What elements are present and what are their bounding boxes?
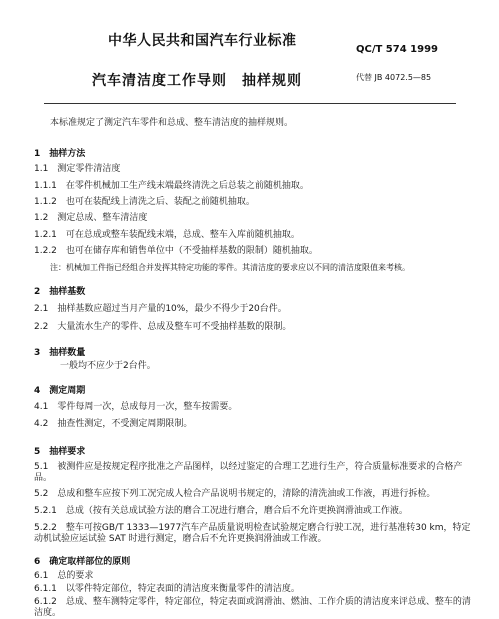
clause-1-2-1: 1.2.1 可在总成或整车装配线末端，总成、整车入库前随机抽取。 xyxy=(34,230,300,240)
clause-6-1-2: 6.1.2 总成、整车测特定零件，特定部位，特定表面或润滑油、燃油、工作介质的清洁度来评总成、整车的清洁度。 xyxy=(34,597,471,618)
intro-paragraph: 本标准规定了测定汽车零件和总成、整车清洁度的抽样规则。 xyxy=(50,118,294,128)
standard-number: QC/T 574 1999 xyxy=(356,44,438,55)
clause-1-2-2: 1.2.2 也可在储存库和销售单位中（不受抽样基数的限制）随机抽取。 xyxy=(34,246,318,256)
clause-1-1: 1.1 测定零件清洁度 xyxy=(34,164,121,174)
document-title: 汽车清洁度工作导则 抽样规则 xyxy=(92,73,302,89)
clause-1-1-1: 1.1.1 在零件机械加工生产线末端最终清洗之后总装之前随机抽取。 xyxy=(34,181,309,191)
clause-5-1: 5.1 被测件应是按规定程序批准之产品图样，以经过鉴定的合理工艺进行生产，符合质量标准要求的合格产品。 xyxy=(34,462,463,483)
section-4-heading: 4 测定周期 xyxy=(34,386,86,396)
clause-4-1: 4.1 零件每周一次，总成每月一次，整车按需要。 xyxy=(34,402,238,412)
clause-5-2: 5.2 总成和整车应按下列工况完成人检合产品说明书规定的，清除的清洗油或工作液，再进行拆检。 xyxy=(34,489,436,499)
note: 注：机械加工件指已经组合并发挥其特定功能的零件。其清洁度的要求应以不同的清洁度限值来考核。 xyxy=(50,263,410,272)
section-5-heading: 5 抽样要求 xyxy=(34,447,86,457)
header-divider xyxy=(44,103,456,104)
clause-2-2: 2.2 大量流水生产的零件、总成及整车可不受抽样基数的限制。 xyxy=(34,322,292,332)
standard-title: 中华人民共和国汽车行业标准 xyxy=(108,33,297,49)
clause-1-1-2: 1.1.2 也可在装配线上清洗之后、装配之前随机抽取。 xyxy=(34,197,255,207)
clause-6-1-1: 6.1.1 以零件特定部位，特定表面的清洁度来衡量零件的清洁度。 xyxy=(34,584,300,594)
clause-2-1: 2.1 抽样基数应超过当月产量的10%，最少不得少于20台件。 xyxy=(34,304,287,314)
section-2-heading: 2 抽样基数 xyxy=(34,287,86,297)
clause-4-2: 4.2 抽查性测定，不受测定周期限制。 xyxy=(34,419,193,429)
clause-5-2-1: 5.2.1 总成（按有关总成试验方法的磨合工况进行磨合，磨合后不允许更换润滑油或工作液。 xyxy=(34,506,408,516)
section-1-heading: 1 抽样方法 xyxy=(34,149,86,159)
section-3-heading: 3 抽样数量 xyxy=(34,348,86,358)
section-6-heading: 6 确定取样部位的原则 xyxy=(34,557,131,567)
clause-5-2-2: 5.2.2 整车可按GB/T 1333—1977汽车产品质量说明检查试验规定磨合行驶工况，进行基准转30 km，特定动机试验应运试验 SAT 时进行测定，磨合后不允许更换润滑油或工作液。 xyxy=(34,523,471,544)
clause-1-2: 1.2 测定总成、整车清洁度 xyxy=(34,213,148,223)
replaces-note: 代替 JB 4072.5—85 xyxy=(356,73,432,82)
section-3-text: 一般均不应少于2台件。 xyxy=(60,361,156,371)
clause-6-1: 6.1 总的要求 xyxy=(34,571,94,581)
